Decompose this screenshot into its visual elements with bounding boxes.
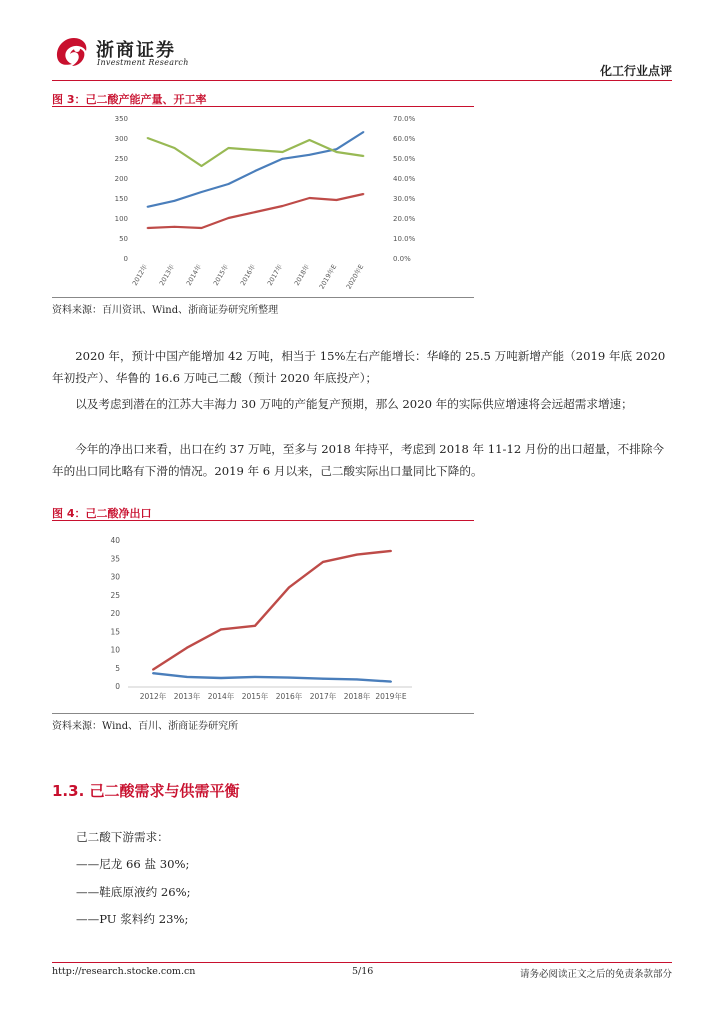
data-point [201, 191, 203, 193]
paragraph-export: 今年的净出口来看，出口在约 37 万吨，至多与 2018 年持平，考虑到 2018 年 11-12 月份的出口超量，不排除今年的出口同比略有下滑的情况。2019 年 6 月以来，己二酸实际出口量同比下降的。 [52, 442, 665, 478]
y-right-tick-label: 70.0% [393, 115, 416, 123]
page-number: 5/16 [352, 966, 374, 977]
y-left-tick-label: 250 [114, 155, 128, 163]
paragraph-supply: 以及考虑到潜在的江苏大丰海力 30 万吨的产能复产预期，那么 2020 年的实际供应增速将会远超需求增速； [75, 397, 633, 411]
data-point [288, 677, 290, 679]
x-tick-label: 2013年 [157, 263, 177, 287]
footer-url[interactable]: http://research.stocke.com.cn [52, 966, 196, 977]
data-point [228, 183, 230, 185]
data-point [282, 158, 284, 160]
report-type: 化工行业点评 [599, 64, 672, 78]
y-left-tick-label: 50 [119, 235, 128, 243]
y-tick-label: 15 [110, 627, 120, 637]
x-tick-label: 2014年 [207, 692, 235, 701]
y-left-tick-label: 300 [114, 135, 128, 143]
y-left-tick-label: 150 [114, 195, 128, 203]
data-point [363, 155, 365, 157]
header-rule [52, 80, 672, 81]
x-tick-label: 2018年 [292, 263, 312, 287]
y-right-tick-label: 40.0% [393, 175, 416, 183]
data-point [282, 151, 284, 153]
brand-name-en: Investment Research [97, 58, 189, 67]
y-right-tick-label: 30.0% [393, 195, 416, 203]
data-point [174, 226, 176, 228]
series-line-0 [148, 132, 364, 207]
footer-rule [52, 962, 672, 963]
figure-4-chart [52, 522, 474, 712]
data-point [255, 149, 257, 151]
data-point [336, 199, 338, 201]
data-point [201, 165, 203, 167]
series-line-2 [148, 138, 364, 166]
data-point [147, 227, 149, 229]
data-point [390, 681, 392, 683]
data-point [322, 561, 324, 563]
y-tick-label: 25 [110, 590, 120, 600]
figure-4-bottom-rule [52, 713, 474, 714]
figure-3-chart [52, 108, 474, 298]
footer-disclaimer: 请务必阅读正文之后的免责条款部分 [519, 969, 672, 980]
y-right-tick-label: 60.0% [393, 135, 416, 143]
x-tick-label: 2015年 [211, 263, 231, 287]
figure-4-source: 资料来源：Wind、百川、浙商证券研究所 [52, 721, 239, 732]
x-tick-label: 2017年 [265, 263, 285, 287]
x-tick-label: 2020年E [344, 263, 366, 291]
y-tick-label: 40 [110, 536, 120, 545]
data-point [220, 628, 222, 630]
y-left-tick-label: 0 [123, 255, 128, 263]
data-point [309, 139, 311, 141]
demand-item-sole: ——鞋底原液约 26%; [76, 885, 191, 899]
data-point [254, 676, 256, 678]
data-point [356, 554, 358, 556]
figure-3-title: 图 3：己二酸产能产量、开工率 [52, 93, 207, 106]
paragraph-capacity: 2020 年，预计中国产能增加 42 万吨，相当于 15%左右产能增长：华峰的 25.5 万吨新增产能（2019 年底 2020 年初投产）、华鲁的 16.6 万吨己二酸（预计 2020 年底投产）； [52, 349, 666, 385]
data-point [220, 677, 222, 679]
y-tick-label: 20 [110, 609, 120, 618]
x-tick-label: 2013年 [173, 692, 201, 701]
data-point [255, 211, 257, 213]
data-point [322, 678, 324, 680]
y-left-tick-label: 200 [114, 175, 128, 183]
figure-4-title: 图 4：己二酸净出口 [52, 507, 152, 520]
figure-3-top-rule [52, 106, 474, 107]
x-tick-label: 2012年 [130, 263, 150, 287]
x-tick-label: 2018年 [343, 692, 371, 701]
data-point [186, 647, 188, 649]
data-point [336, 151, 338, 153]
data-point [363, 131, 365, 133]
y-tick-label: 30 [110, 572, 120, 582]
series-line-1 [153, 673, 391, 681]
figure-3-source: 资料来源：百川资讯、Wind、浙商证券研究所整理 [52, 305, 279, 316]
data-point [147, 206, 149, 208]
x-tick-label: 2016年 [275, 692, 303, 701]
y-right-tick-label: 20.0% [393, 215, 416, 223]
logo-mark-icon [52, 34, 92, 68]
demand-intro: 己二酸下游需求： [76, 830, 169, 844]
y-tick-label: 10 [110, 645, 120, 655]
x-tick-label: 2019年E [375, 692, 407, 701]
figure-4-top-rule [52, 520, 474, 521]
demand-item-nylon: ——尼龙 66 盐 30%; [76, 857, 190, 871]
y-left-tick-label: 100 [114, 215, 128, 223]
data-point [228, 217, 230, 219]
section-heading: 1.3. 己二酸需求与供需平衡 [52, 782, 240, 800]
y-tick-label: 35 [110, 554, 120, 564]
data-point [147, 137, 149, 139]
series-line-0 [153, 551, 391, 670]
y-tick-label: 0 [115, 682, 120, 691]
y-right-tick-label: 0.0% [393, 255, 411, 263]
data-point [363, 193, 365, 195]
data-point [152, 669, 154, 671]
x-tick-label: 2016年 [238, 263, 258, 287]
data-point [282, 205, 284, 207]
data-point [228, 147, 230, 149]
y-left-tick-label: 350 [114, 115, 128, 123]
data-point [255, 170, 257, 172]
demand-item-pu: ——PU 浆料约 23%; [76, 912, 189, 926]
figure-3-bottom-rule [52, 297, 474, 298]
x-tick-label: 2019年E [317, 263, 339, 291]
y-right-tick-label: 50.0% [393, 155, 416, 163]
x-tick-label: 2015年 [241, 692, 269, 701]
data-point [186, 676, 188, 678]
data-point [309, 197, 311, 199]
brand-name-cn: 浙商证券 [96, 40, 176, 61]
data-point [390, 550, 392, 552]
x-tick-label: 2012年 [139, 692, 167, 701]
data-point [174, 200, 176, 202]
brand-logo [52, 34, 92, 68]
data-point [288, 586, 290, 588]
y-tick-label: 5 [115, 663, 120, 673]
data-point [152, 672, 154, 674]
data-point [309, 154, 311, 156]
x-tick-label: 2014年 [184, 263, 204, 287]
data-point [174, 147, 176, 149]
data-point [254, 625, 256, 627]
y-right-tick-label: 10.0% [393, 235, 416, 243]
data-point [201, 227, 203, 229]
data-point [336, 148, 338, 150]
x-tick-label: 2017年 [309, 692, 337, 701]
data-point [356, 678, 358, 680]
